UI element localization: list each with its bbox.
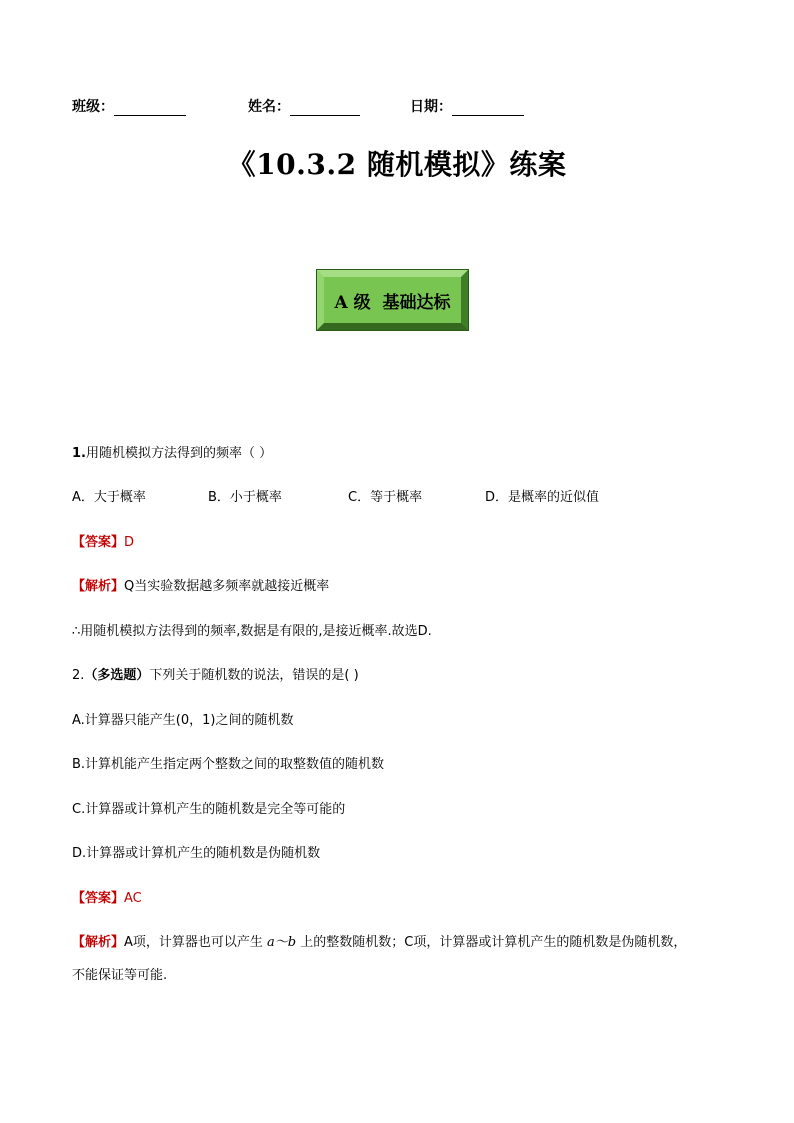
student-info-row [72, 96, 722, 116]
name-blank-line [290, 100, 360, 116]
question-2-answer [72, 890, 142, 908]
question-2-analysis [72, 934, 686, 952]
question-1-stem [72, 445, 272, 463]
question-2-answer-value: AC [124, 891, 142, 906]
question-2-option-a: A.计算器只能产生(0，1)之间的随机数 [72, 713, 294, 728]
question-2-analysis-part-2: 上的整数随机数；C项，计算器或计算机产生的随机数是伪随机数， [296, 935, 687, 950]
class-label: 班级： [72, 99, 114, 115]
class-field [72, 96, 186, 116]
question-1-option-c: C．等于概率 [348, 490, 423, 505]
date-blank-line [452, 100, 524, 116]
question-1-analysis [72, 578, 329, 596]
document-title: 《10.3.2 随机模拟》练案 [227, 148, 567, 181]
question-1-number: 1. [72, 446, 86, 461]
question-2-text: 下列关于随机数的说法，错误的是( ) [149, 668, 359, 683]
answer-tag: 【答案】 [72, 891, 125, 906]
date-field [410, 96, 524, 116]
question-1-options [72, 489, 722, 507]
question-1-option-b: B．小于概率 [208, 490, 282, 505]
question-2-option-c: C.计算器或计算机产生的随机数是完全等可能的 [72, 802, 346, 817]
question-2-analysis-part-1: A项，计算器也可以产生 [124, 935, 268, 950]
question-1-text: 用随机模拟方法得到的频率（ ） [85, 446, 273, 461]
because-symbol: Q [124, 579, 135, 594]
question-2-option-b: B.计算机能产生指定两个整数之间的取整数值的随机数 [72, 757, 385, 772]
question-2-number: 2. [72, 668, 85, 683]
analysis-tag: 【解析】 [72, 935, 125, 950]
class-blank-line [114, 100, 186, 116]
name-field [248, 96, 360, 116]
level-badge [317, 270, 468, 330]
math-expression: a～b [267, 935, 297, 950]
answer-tag: 【答案】 [72, 535, 125, 550]
question-1-analysis-line-1: 当实验数据越多频率就越接近概率 [134, 579, 330, 594]
date-label: 日期： [410, 99, 452, 115]
analysis-tag: 【解析】 [72, 579, 125, 594]
question-1-option-a: A．大于概率 [72, 490, 146, 505]
level-badge-label: A 级 基础达标 [334, 292, 451, 313]
question-1-answer-value: D [124, 535, 135, 550]
question-2-option-d: D.计算器或计算机产生的随机数是伪随机数 [72, 846, 321, 861]
name-label: 姓名： [248, 99, 290, 115]
question-2-type: （多选题） [84, 668, 150, 683]
question-2-analysis-line-2: 不能保证等可能. [72, 968, 168, 983]
question-1-option-d: D．是概率的近似值 [485, 490, 600, 505]
question-1-answer [72, 534, 134, 552]
question-2-stem [72, 667, 359, 685]
question-1-analysis-line-2: ∴用随机模拟方法得到的频率,数据是有限的,是接近概率.故选D. [72, 624, 432, 639]
